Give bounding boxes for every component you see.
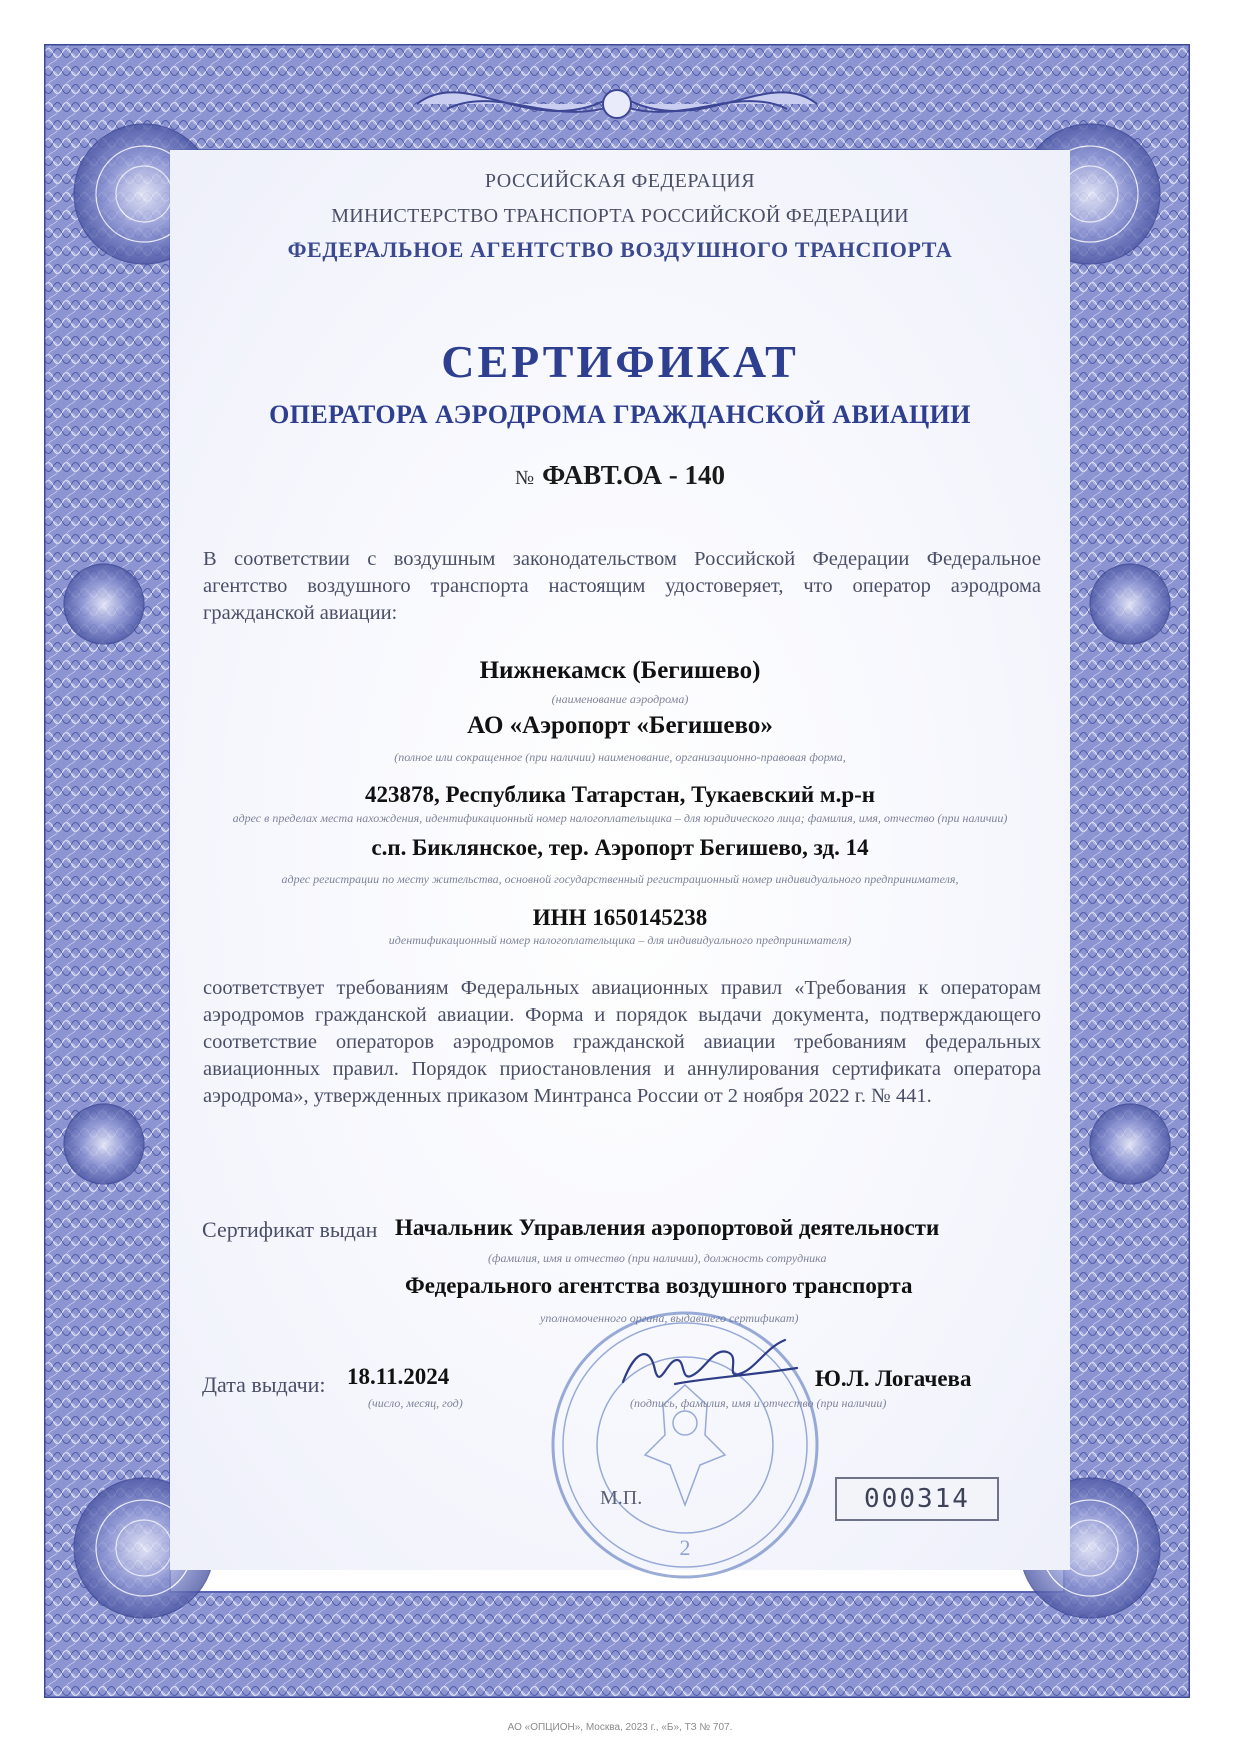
compliance-paragraph: соответствует требованиям Федеральных авиационных правил «Требования к операторам аэродромов гражданской авиации. Форма и порядок выдачи документа, подтверждающего соответствие операторов аэродромов гражданской авиации требованиям федеральных авиационных правил. Порядок приостановления и аннулирования сертификата оператора аэродрома», утвержденных приказом Минтранса России от 2 ноября 2022 г. № 441.: [203, 977, 1041, 1107]
header-country: РОССИЙСКАЯ ФЕДЕРАЦИЯ: [484, 170, 756, 192]
organization-name: АО «Аэропорт «Бегишево»: [467, 712, 773, 739]
issued-position: Начальник Управления аэропортовой деятельности: [395, 1215, 940, 1240]
header-agency: ФЕДЕРАЛЬНОЕ АГЕНТСТВО ВОЗДУШНОГО ТРАНСПОРТА: [287, 237, 953, 262]
aerodrome-caption: (наименование аэродрома): [551, 692, 689, 706]
date-caption: (число, месяц, год): [368, 1396, 463, 1410]
printer-footer: АО «ОПЦИОН», Москва, 2023 г., «Б», ТЗ № 707.: [507, 1722, 733, 1733]
number-prefix: №: [515, 467, 535, 489]
address-line-2: с.п. Биклянское, тер. Аэропорт Бегишево, зд. 14: [371, 835, 869, 860]
issued-position-caption: (фамилия, имя и отчество (при наличии), должность сотрудника: [488, 1251, 827, 1265]
address-line-1-caption: адрес в пределах места нахождения, идентификационный номер налогоплательщика – для юридического лица; фамилия, имя, отчество (при наличии): [232, 811, 1008, 825]
handwritten-signature: [615, 1330, 805, 1400]
signatory-caption: (подпись, фамилия, имя и отчество (при наличии): [630, 1396, 887, 1410]
certificate-title: СЕРТИФИКАТ: [441, 336, 799, 387]
date-label: Дата выдачи:: [202, 1372, 326, 1397]
issued-agency: Федерального агентства воздушного транспорта: [405, 1273, 913, 1298]
signatory-name: Ю.Л. Логачева: [815, 1366, 972, 1391]
certificate-subtitle: ОПЕРАТОРА АЭРОДРОМА ГРАЖДАНСКОЙ АВИАЦИИ: [269, 400, 971, 429]
inn-value: ИНН 1650145238: [532, 905, 708, 930]
seal-place-label: М.П.: [600, 1487, 643, 1509]
intro-paragraph: В соответствии с воздушным законодательством Российской Федерации Федеральное агентство воздушного транспорта настоящим удостоверяет, что оператор аэродрома гражданской авиации:: [203, 548, 1041, 624]
issued-agency-caption: уполномоченного органа, выдавшего сертификат): [540, 1311, 799, 1325]
number-value: ФАВТ.ОА - 140: [542, 460, 725, 490]
aerodrome-name: Нижнекамск (Бегишево): [479, 657, 761, 684]
serial-number: 000314: [835, 1477, 999, 1521]
certificate-number: [0, 460, 1240, 491]
address-line-1: 423878, Республика Татарстан, Тукаевский м.р-н: [364, 782, 876, 807]
date-value: 18.11.2024: [347, 1364, 450, 1389]
header-ministry: МИНИСТЕРСТВО ТРАНСПОРТА РОССИЙСКОЙ ФЕДЕРАЦИИ: [331, 205, 909, 227]
issued-label: Сертификат выдан: [202, 1217, 378, 1242]
address-line-2-caption: адрес регистрации по месту жительства, основной государственный регистрационный номер индивидуального предпринимателя,: [281, 872, 959, 886]
organization-caption: (полное или сокращенное (при наличии) наименование, организационно-правовая форма,: [394, 750, 846, 764]
stamp-number: 2: [679, 1535, 691, 1560]
inn-caption: идентификационный номер налогоплательщика – для индивидуального предпринимателя): [388, 933, 852, 947]
